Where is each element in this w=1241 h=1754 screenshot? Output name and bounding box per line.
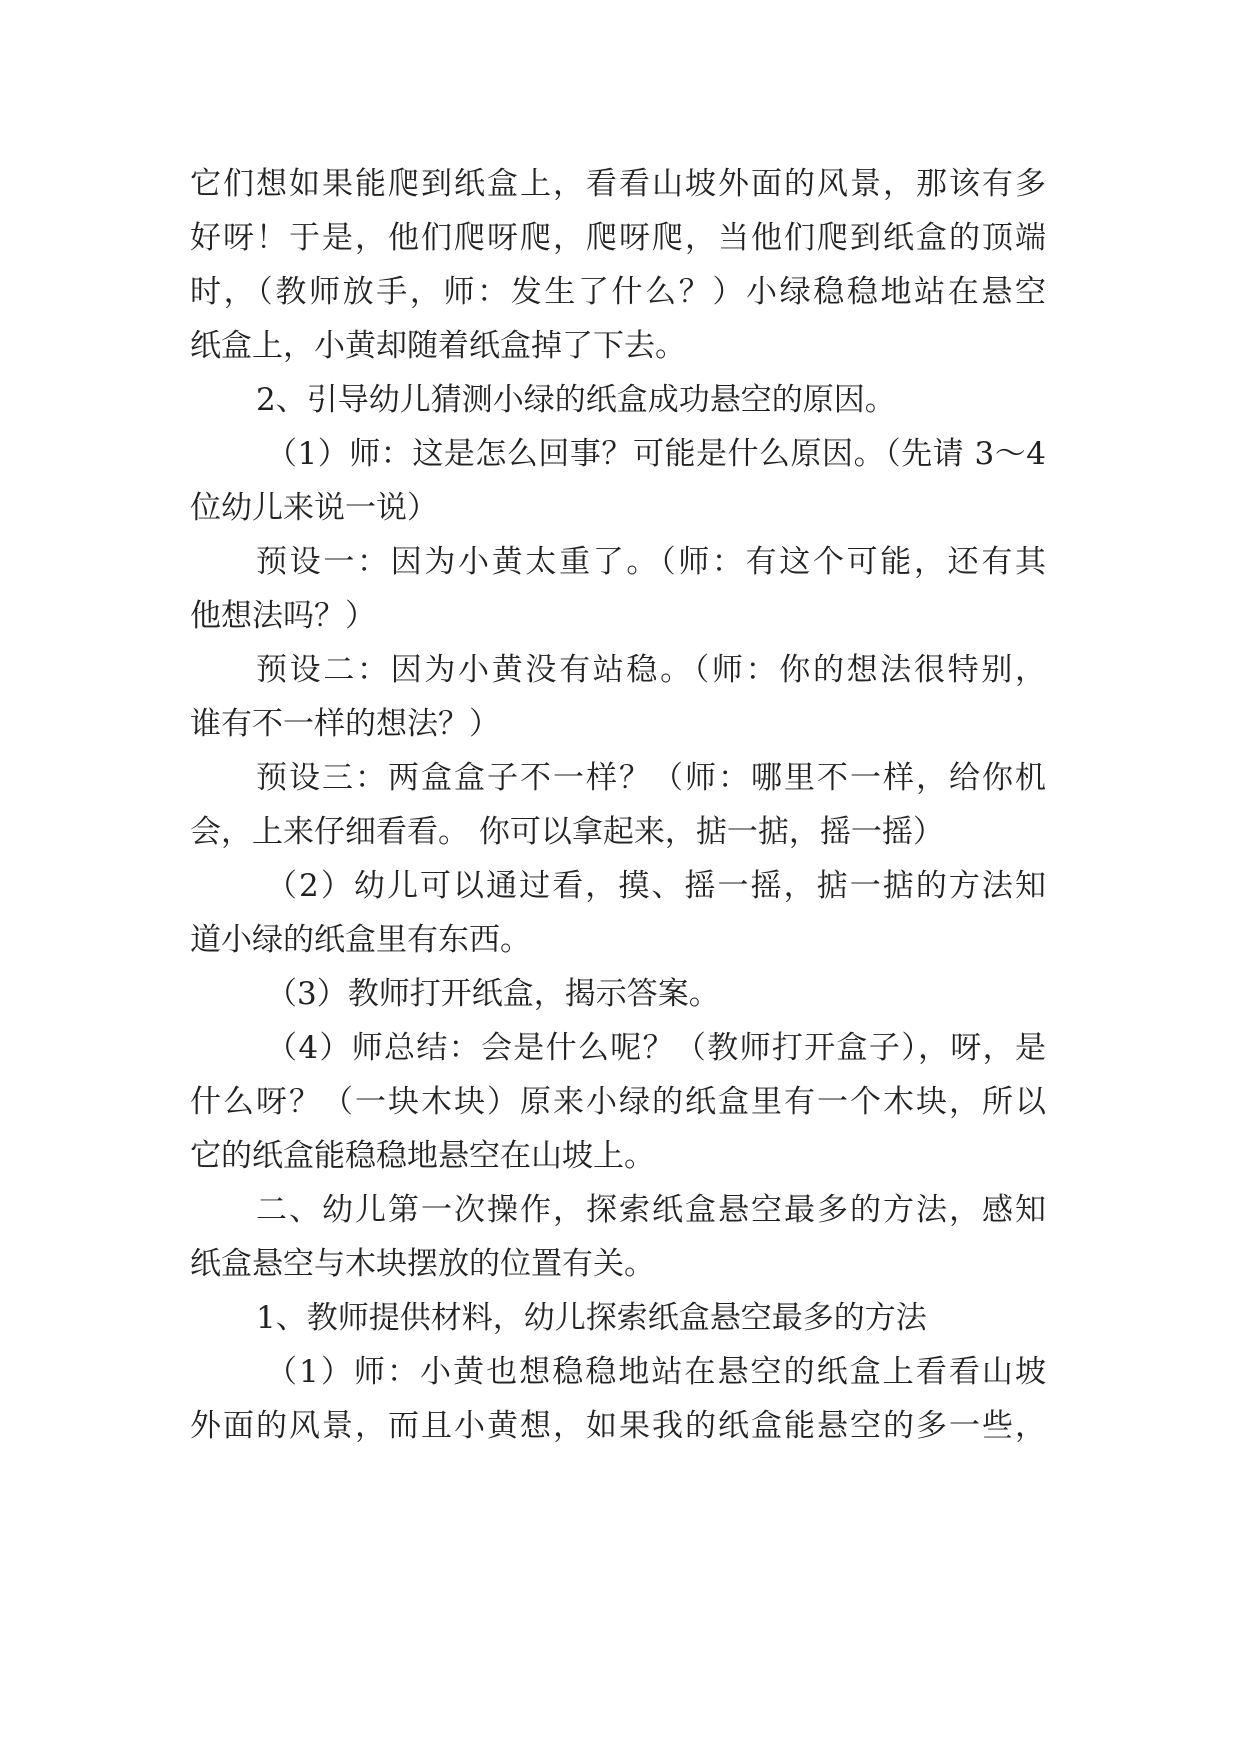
text-line-21: 纸盒悬空与木块摆放的位置有关。 [190, 1246, 655, 1282]
text-line-9: 他想法吗？） [190, 598, 376, 634]
text-line-19: 它的纸盒能稳稳地悬空在山坡上。 [190, 1138, 655, 1174]
text-line-5: 2、引导幼儿猜测小绿的纸盒成功悬空的原因。 [256, 382, 896, 418]
text-line-3: 时，（教师放手，师：发生了什么？）小绿稳稳地站在悬空 [190, 274, 1046, 310]
text-line-12: 预设三：两盒盒子不一样？（师：哪里不一样，给你机 [256, 760, 1046, 796]
text-line-6: （1）师：这是怎么回事？可能是什么原因。（先请 3～4 [266, 436, 1046, 472]
text-line-16: （3）教师打开纸盒，揭示答案。 [266, 976, 720, 1012]
text-line-18: 什么呀？（一块木块）原来小绿的纸盒里有一个木块，所以 [190, 1084, 1046, 1120]
text-line-22: 1、教师提供材料，幼儿探索纸盒悬空最多的方法 [256, 1300, 927, 1336]
text-line-11: 谁有不一样的想法？） [190, 706, 500, 742]
text-line-7: 位幼儿来说一说） [190, 490, 438, 526]
text-line-17: （4）师总结：会是什么呢？（教师打开盒子），呀，是 [266, 1030, 1046, 1066]
text-line-15: 道小绿的纸盒里有东西。 [190, 922, 531, 958]
text-line-14: （2）幼儿可以通过看，摸、摇一摇，掂一掂的方法知 [266, 868, 1046, 904]
text-line-2: 好呀！于是，他们爬呀爬，爬呀爬，当他们爬到纸盒的顶端 [190, 220, 1046, 256]
text-line-4: 纸盒上，小黄却随着纸盒掉了下去。 [190, 328, 686, 364]
text-line-13: 会，上来仔细看看。 你可以拿起来，掂一掂，摇一摇） [190, 814, 944, 850]
text-line-24: 外面的风景，而且小黄想，如果我的纸盒能悬空的多一些， [190, 1408, 1046, 1444]
text-line-23: （1）师：小黄也想稳稳地站在悬空的纸盒上看看山坡 [266, 1354, 1046, 1390]
text-line-8: 预设一：因为小黄太重了。（师：有这个可能，还有其 [256, 544, 1046, 580]
text-line-20: 二、幼儿第一次操作，探索纸盒悬空最多的方法，感知 [256, 1192, 1046, 1228]
text-line-10: 预设二：因为小黄没有站稳。（师：你的想法很特别， [256, 652, 1046, 688]
text-line-1: 它们想如果能爬到纸盒上，看看山坡外面的风景，那该有多 [190, 166, 1046, 202]
